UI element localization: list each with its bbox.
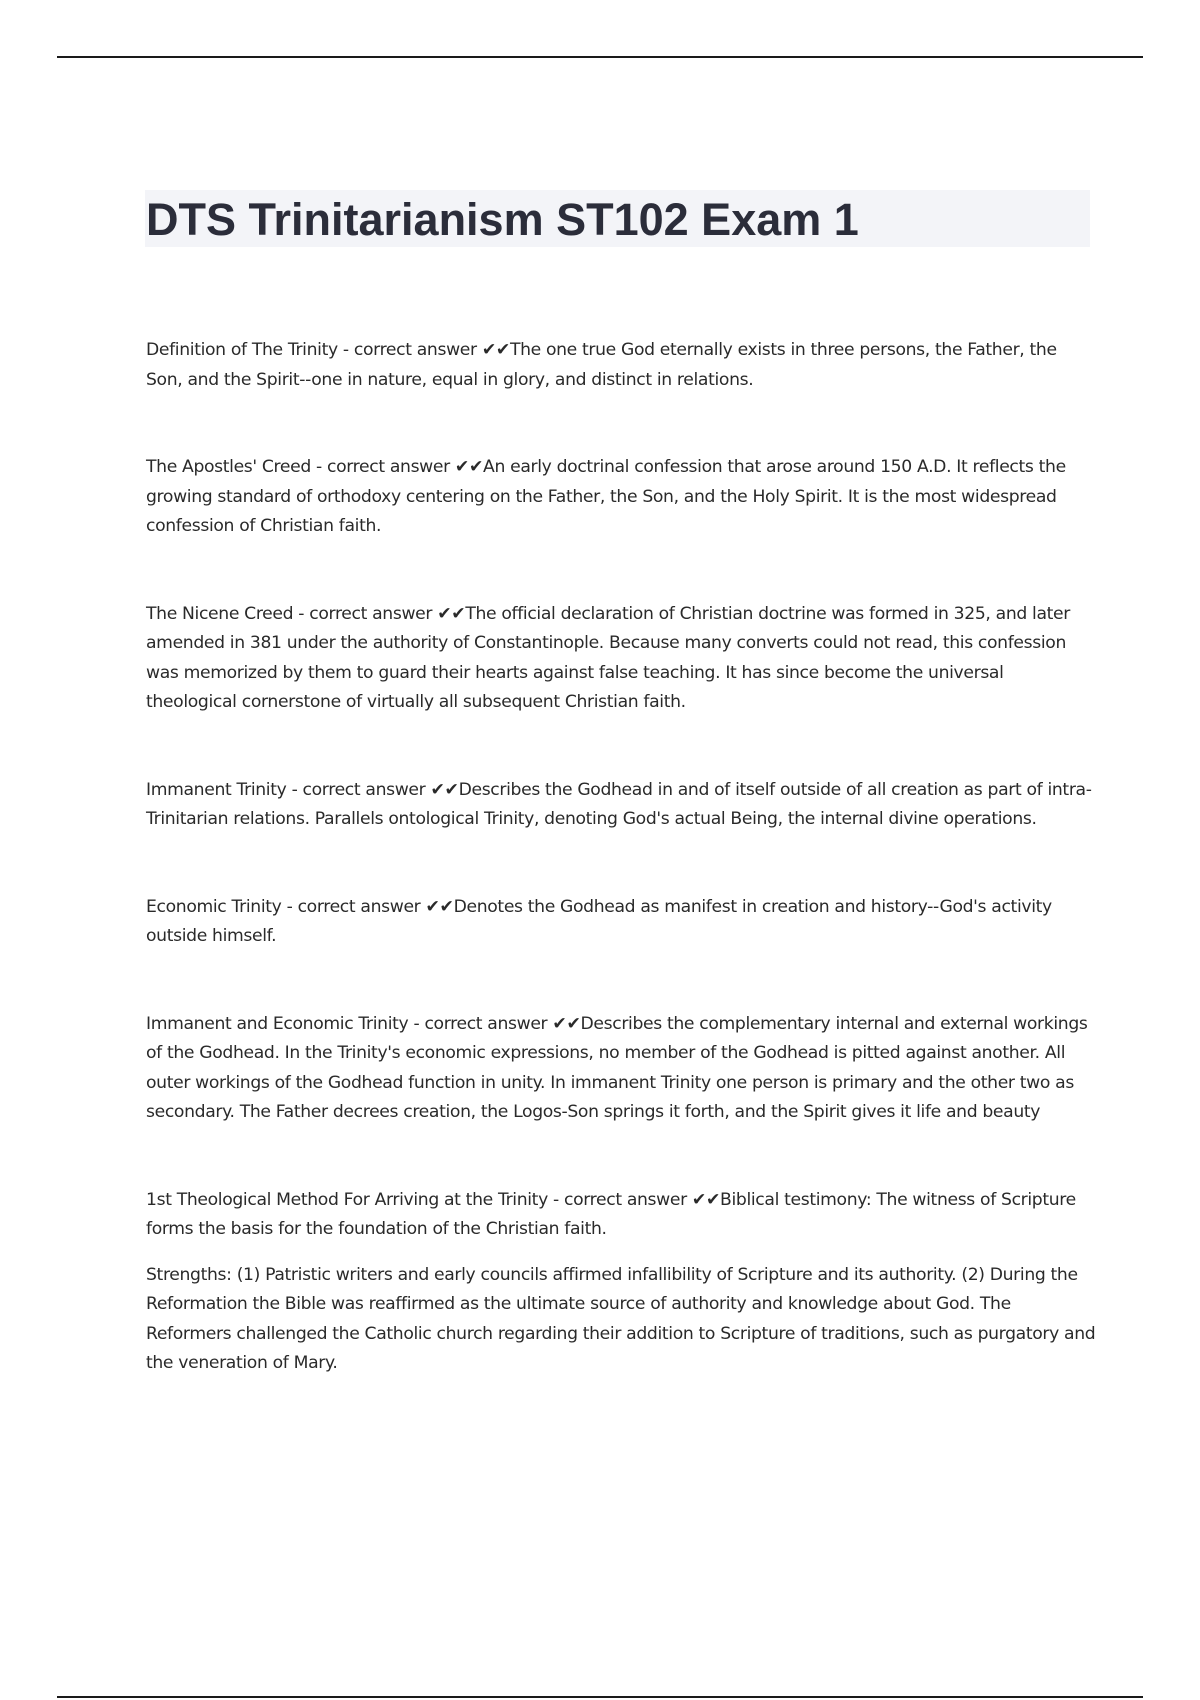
entry-answer: The one true God eternally exists in three persons, the Father, the Son, and the Spirit--one in nature, equal in glory, and distinct in relations. (146, 340, 1057, 390)
entry-term: 1st Theological Method For Arriving at the Trinity (146, 1189, 548, 1210)
entry-separator: - (293, 603, 310, 624)
answer-marker: correct answer ✔✔ (563, 1189, 721, 1210)
qa-text (146, 453, 1096, 542)
entry-separator: - (408, 1013, 425, 1034)
qa-text (146, 336, 1096, 395)
qa-text (146, 893, 1096, 952)
entry-term: Immanent Trinity (146, 779, 287, 800)
entry-term: The Nicene Creed (146, 603, 294, 624)
entry-extra-paragraph: Strengths: (1) Patristic writers and early councils affirmed infallibility of Scripture and its authority. (2) During the Reformation the Bible was reaffirmed as the ultimate source of authority and knowledge about God. The Reformers challenged the Catholic church regarding their addition to Scripture of traditions, such as purgatory and the veneration of Mary. (146, 1264, 1096, 1373)
entry-answer: Describes the Godhead in and of itself outside of all creation as part of intra-Trinitarian relations. Parallels ontological Trinity, denoting God's actual Being, the internal divine operations. (146, 779, 1092, 829)
entry-answer: An early doctrinal confession that arose around 150 A.D. It reflects the growing standard of orthodoxy centering on the Father, the Son, and the Holy Spirit. It is the most widespread confession of Christian faith. (146, 457, 1066, 536)
entry-separator: - (310, 457, 327, 477)
qa-text (146, 776, 1096, 835)
entry-separator: - (281, 896, 298, 917)
entry-separator: - (337, 340, 354, 360)
entry-term: Economic Trinity (146, 896, 282, 917)
answer-marker: correct answer ✔✔ (297, 896, 454, 917)
entry-term: Definition of The Trinity (146, 340, 338, 360)
qa-entry (146, 453, 1096, 542)
answer-marker: correct answer ✔✔ (327, 457, 484, 477)
answer-marker: correct answer ✔✔ (353, 340, 510, 360)
entry-separator: - (286, 779, 303, 800)
answer-marker: correct answer ✔✔ (302, 779, 459, 800)
qa-text (146, 600, 1096, 718)
qa-entry (146, 336, 1096, 395)
qa-text (146, 1186, 1096, 1245)
qa-text (146, 1010, 1096, 1128)
qa-entry (146, 1010, 1096, 1128)
entry-term: The Apostles' Creed (146, 457, 311, 477)
answer-marker: correct answer ✔✔ (309, 603, 466, 624)
entry-answer: Denotes the Godhead as manifest in creation and history--God's activity outside himself. (146, 896, 1052, 946)
entry-answer: The official declaration of Christian doctrine was formed in 325, and later amended in 381 under the authority of Constantinople. Because many converts could not read, this confession was memorized by them to guard their hearts against false teaching. It has since become the universal theological cornerstone of virtually all subsequent Christian faith. (146, 603, 1070, 712)
document-body (146, 336, 1096, 1437)
qa-entry (146, 1186, 1096, 1379)
entry-answer: Biblical testimony: The witness of Scripture forms the basis for the foundation of the Christian faith. (146, 1189, 1076, 1239)
document-title: DTS Trinitarianism ST102 Exam 1 (146, 194, 859, 245)
entry-term: Immanent and Economic Trinity (146, 1013, 409, 1034)
bottom-rule (57, 1696, 1143, 1698)
entry-answer: Describes the complementary internal and external workings of the Godhead. In the Trinity's economic expressions, no member of the Godhead is pitted against another. All outer workings of the Godhead function in unity. In immanent Trinity one person is primary and the other two as secondary. The Father decrees creation, the Logos-Son springs it forth, and the Spirit gives it life and beauty (146, 1013, 1088, 1122)
qa-entry (146, 893, 1096, 952)
answer-marker: correct answer ✔✔ (424, 1013, 581, 1034)
entry-separator: - (547, 1189, 564, 1210)
qa-entry (146, 776, 1096, 835)
qa-entry (146, 600, 1096, 718)
top-rule (57, 56, 1143, 58)
